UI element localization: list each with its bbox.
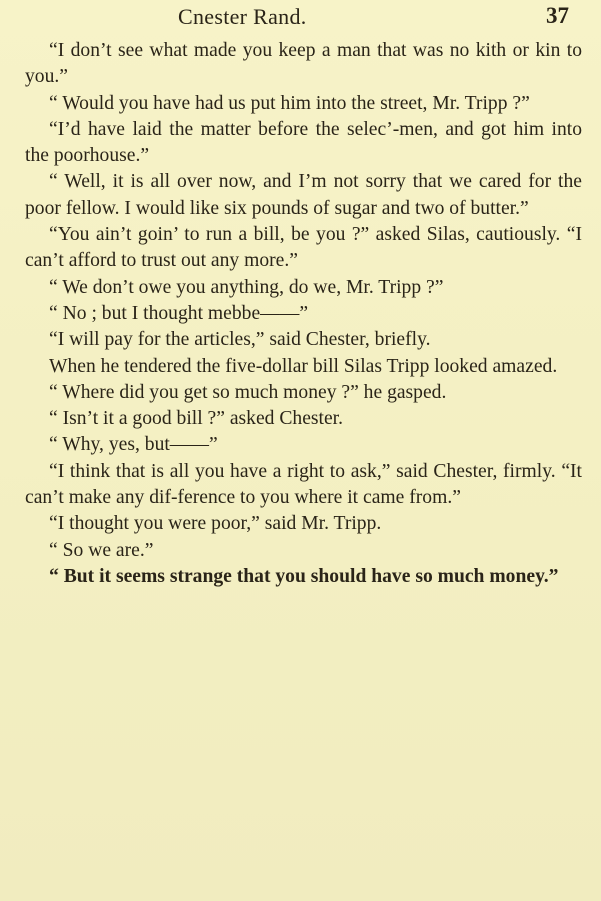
paragraph: “I thought you were poor,” said Mr. Tripp. <box>49 513 382 535</box>
paragraph: “You ain’t goin’ to run a bill, be you ?” asked Silas, cautiously. “I can’t afford to trust out any more.” <box>25 224 582 272</box>
page-header <box>0 0 601 36</box>
paragraph: “ Why, yes, but——” <box>49 434 218 456</box>
paragraph: “ But it seems strange that you should have so much money.” <box>49 565 559 587</box>
paragraph: “ Would you have had us put him into the street, Mr. Tripp ?” <box>49 92 530 114</box>
page-number: 37 <box>546 3 569 28</box>
paragraph: “ Well, it is all over now, and I’m not sorry that we cared for the poor fellow. I would like six pounds of sugar and two of butter.” <box>25 171 582 219</box>
paragraph: “I don’t see what made you keep a man that was no kith or kin to you.” <box>25 40 582 88</box>
body-text <box>25 38 582 590</box>
paragraph: “ Isn’t it a good bill ?” asked Chester. <box>49 408 344 430</box>
paragraph: “ We don’t owe you anything, do we, Mr. Tripp ?” <box>49 276 444 298</box>
paragraph: “I’d have laid the matter before the selec’-men, and got him into the poorhouse.” <box>25 118 582 167</box>
running-title: Cnester Rand. <box>178 4 307 29</box>
paragraph: “I will pay for the articles,” said Chester, briefly. <box>49 329 431 351</box>
paragraph: “ So we are.” <box>49 539 154 561</box>
paragraph: When he tendered the five-dollar bill Silas Tripp looked amazed. <box>49 355 558 377</box>
paragraph: “ No ; but I thought mebbe——” <box>49 302 309 324</box>
paragraph: “ Where did you get so much money ?” he gasped. <box>49 381 447 403</box>
paragraph: “I think that is all you have a right to ask,” said Chester, firmly. “It can’t make any dif-ference to you where it came from.” <box>25 460 582 509</box>
